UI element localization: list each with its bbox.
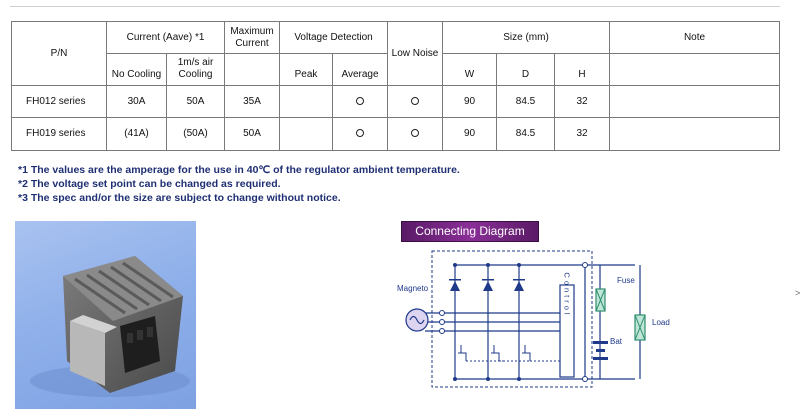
header-average: Average — [333, 54, 388, 86]
cell-w: 90 — [443, 118, 497, 151]
cell-low-noise — [388, 118, 443, 151]
connecting-diagram — [395, 245, 690, 409]
header-voltage-detection: Voltage Detection — [280, 22, 388, 54]
spec-table — [11, 21, 780, 151]
cell-pn: FH012 series — [12, 86, 107, 118]
header-current: Current (Aave) *1 — [107, 22, 225, 54]
regulator-photo — [15, 221, 196, 409]
header-w: W — [443, 54, 497, 86]
header-max-current: Maximum Current — [225, 22, 280, 54]
circle-mark-icon — [356, 97, 364, 105]
thyristor-icons — [458, 345, 560, 361]
regulator-image-icon — [15, 221, 196, 409]
cell-peak — [280, 86, 333, 118]
cell-average — [333, 86, 388, 118]
cell-note — [610, 118, 780, 151]
edge-mark: > — [795, 288, 800, 298]
footnotes — [18, 163, 460, 205]
control-label: Control — [562, 272, 572, 318]
phase-wires — [425, 313, 560, 331]
header-d: D — [497, 54, 555, 86]
table-row — [12, 86, 780, 118]
magneto-label: Magneto — [397, 284, 429, 293]
header-h: H — [555, 54, 610, 86]
footnote-3: *3 The spec and/or the size are subject to change without notice. — [18, 192, 341, 204]
fuse-label: Fuse — [617, 276, 635, 285]
header-row-1 — [12, 22, 780, 54]
table-row — [12, 118, 780, 151]
cell-air-cooling: 50A — [167, 86, 225, 118]
header-air-cooling: 1m/s air Cooling — [167, 54, 225, 86]
cell-h: 32 — [555, 118, 610, 151]
footnote-2: *2 The voltage set point can be changed as required. — [18, 178, 281, 190]
cell-w: 90 — [443, 86, 497, 118]
cell-note — [610, 86, 780, 118]
header-low-noise: Low Noise — [388, 22, 443, 86]
header-note: Note — [610, 22, 780, 54]
header-no-cooling: No Cooling — [107, 54, 167, 86]
circle-mark-icon — [411, 97, 419, 105]
cell-no-cooling: (41A) — [107, 118, 167, 151]
diagram-title: Connecting Diagram — [401, 221, 539, 242]
cell-pn: FH019 series — [12, 118, 107, 151]
bat-label: Bat — [610, 337, 623, 346]
footnote-1: *1 The values are the amperage for the use in 40℃ of the regulator ambient temperature. — [18, 164, 460, 176]
header-peak: Peak — [280, 54, 333, 86]
cell-max-current: 35A — [225, 86, 280, 118]
cell-air-cooling: (50A) — [167, 118, 225, 151]
header-size: Size (mm) — [443, 22, 610, 54]
top-divider — [10, 6, 780, 7]
cell-h: 32 — [555, 86, 610, 118]
cell-no-cooling: 30A — [107, 86, 167, 118]
header-max-current-blank — [225, 54, 280, 86]
load-label: Load — [652, 318, 670, 327]
cell-max-current: 50A — [225, 118, 280, 151]
cell-d: 84.5 — [497, 118, 555, 151]
terminal-icons — [440, 311, 445, 334]
header-pn: P/N — [12, 22, 107, 86]
circle-mark-icon — [356, 129, 364, 137]
cell-peak — [280, 118, 333, 151]
header-note-blank — [610, 54, 780, 86]
battery-icon — [593, 341, 608, 360]
cell-d: 84.5 — [497, 86, 555, 118]
cell-average — [333, 118, 388, 151]
cell-low-noise — [388, 86, 443, 118]
circle-mark-icon — [411, 129, 419, 137]
